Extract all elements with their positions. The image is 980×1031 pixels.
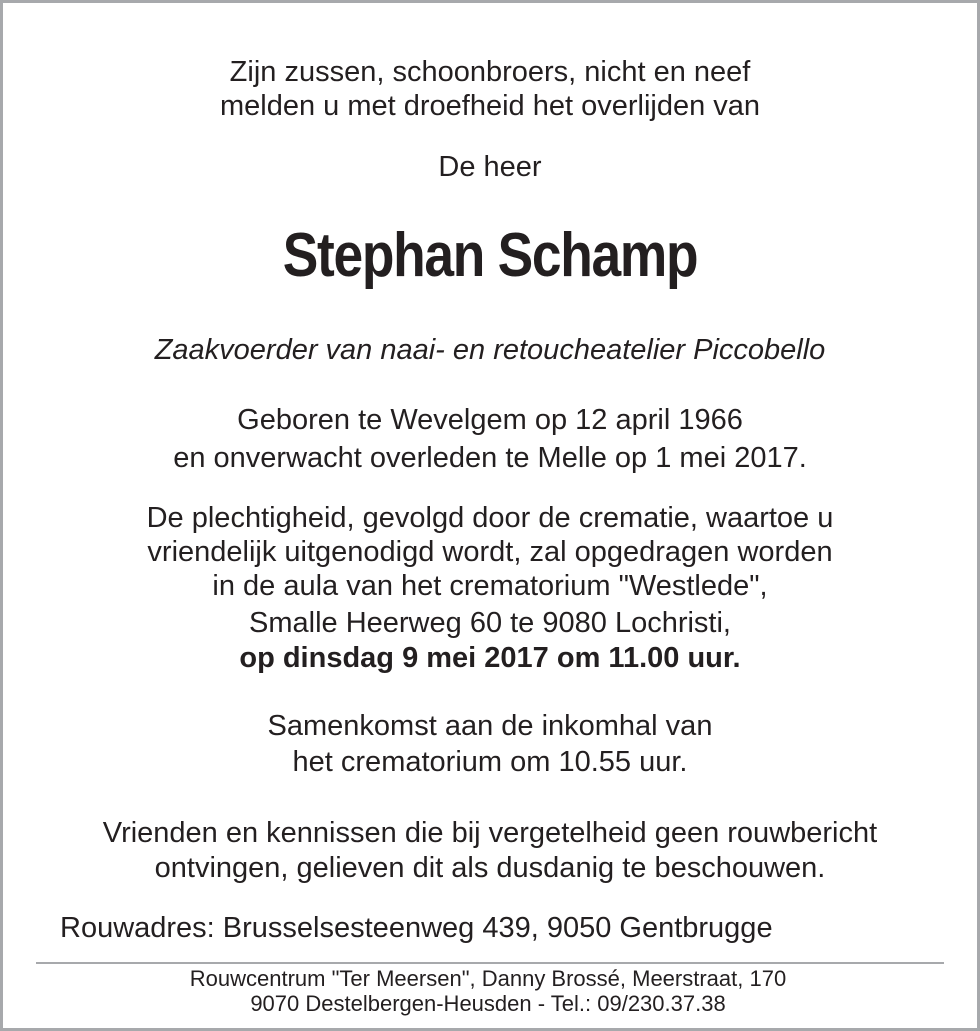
gathering-line-1: Samenkomst aan de inkomhal van [267,710,713,742]
gathering-line-2: het crematorium om 10.55 uur. [292,746,688,778]
intro-line-1: Zijn zussen, schoonbroers, nicht en neef [229,56,751,88]
mourning-address: Rouwadres: Brusselsesteenweg 439, 9050 Gentbrugge [60,912,773,944]
occupation: Zaakvoerder van naai- en retoucheatelier Piccobello [154,334,826,366]
notice-line-1: Vrienden en kennissen die bij vergetelheid geen rouwbericht [102,817,878,849]
notice-line-2: ontvingen, gelieven dit als dusdanig te beschouwen. [154,852,826,884]
deceased-name: Stephan Schamp [282,221,698,290]
ceremony-line-4: Smalle Heerweg 60 te 9080 Lochristi, [249,607,731,639]
intro-line-2: melden u met droefheid het overlijden van [219,90,761,122]
funeral-home-line-2: 9070 Destelbergen-Heusden - Tel.: 09/230.37.38 [250,991,726,1016]
birth-line: Geboren te Wevelgem op 12 april 1966 [237,404,743,436]
ceremony-datetime: op dinsdag 9 mei 2017 om 11.00 uur. [239,642,741,674]
death-line: en onverwacht overleden te Melle op 1 mei 2017. [173,442,807,474]
ceremony-line-3: in de aula van het crematorium "Westlede", [212,570,768,602]
funeral-home-line-1: Rouwcentrum "Ter Meersen", Danny Brossé, Meerstraat, 170 [189,966,787,991]
footer-divider [36,962,944,964]
ceremony-line-1: De plechtigheid, gevolgd door de crematie, waartoe u [146,502,834,534]
honorific: De heer [438,151,542,183]
ceremony-line-2: vriendelijk uitgenodigd wordt, zal opgedragen worden [147,536,833,568]
